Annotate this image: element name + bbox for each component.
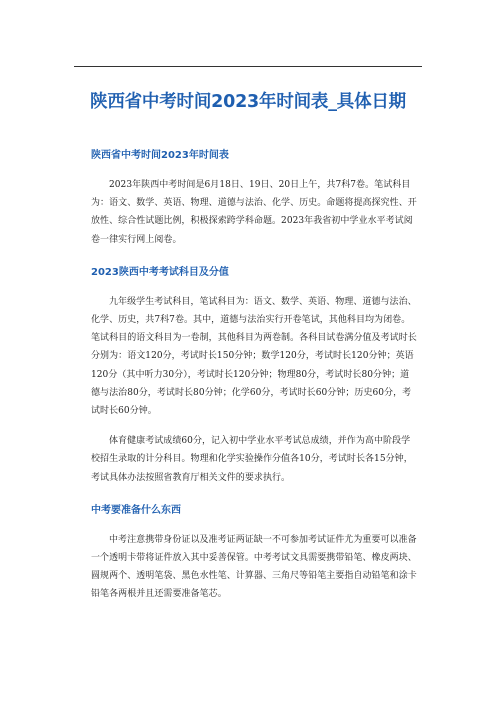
document-title: 陕西省中考时间2023年时间表_具体日期 (90, 92, 406, 112)
header-rule (74, 66, 422, 67)
section-paragraph: 体育健康考试成绩60分，记入初中学业水平考试总成绩，并作为高中阶段学校招生录取的计分科目。物理和化学实验操作分值各10分，考试时长各15分钟，考试具体办法按照省教育厅相关文件的要求执行。 (91, 436, 413, 483)
section-heading: 中考要准备什么东西 (91, 504, 181, 516)
section-paragraph: 中考注意携带身份证以及准考证两证缺一不可参加考试证件尤为重要可以准备一个透明卡带将证件放入其中妥善保管。中考考试文具需要携带铅笔、橡皮两块、圆规两个、透明笔袋、黑色水性笔、计算器、三角尺等铅笔主要指自动铅笔和涂卡铅笔各两根并且还需要准备笔芯。 (91, 534, 417, 600)
document-body (91, 148, 417, 604)
section-paragraph: 2023年陕西中考时间是6月18日、19日、20日上午，共7科7卷。笔试科目为：语文、数学、英语、物理、道德与法治、化学、历史。命题将提高探究性、开放性、综合性试题比例，积极探索跨学科命题。2023年我省初中学业水平考试阅卷一律实行网上阅卷。 (91, 180, 417, 245)
section-heading: 2023陕西中考考试科目及分值 (91, 266, 229, 278)
section-heading: 陕西省中考时间2023年时间表 (91, 150, 229, 161)
section-paragraph: 九年级学生考试科目，笔试科目为：语文、数学、英语、物理、道德与法治、化学、历史，共7科7卷。其中，道德与法治实行开卷笔试，其他科目均为闭卷。笔试科目的语文科目为一卷制，其他科目为两卷制。各科目试卷满分值及考试时长分别为：语文120分，考试时长150分钟；数学120分，考试时长120分钟；英语120分（其中听力30分），考试时长120分钟；物理80分，考试时长80分钟；道德与法治80分，考试时长80分钟；化学60分，考试时长60分钟；历史60分，考试时长60分钟。 (91, 296, 417, 417)
